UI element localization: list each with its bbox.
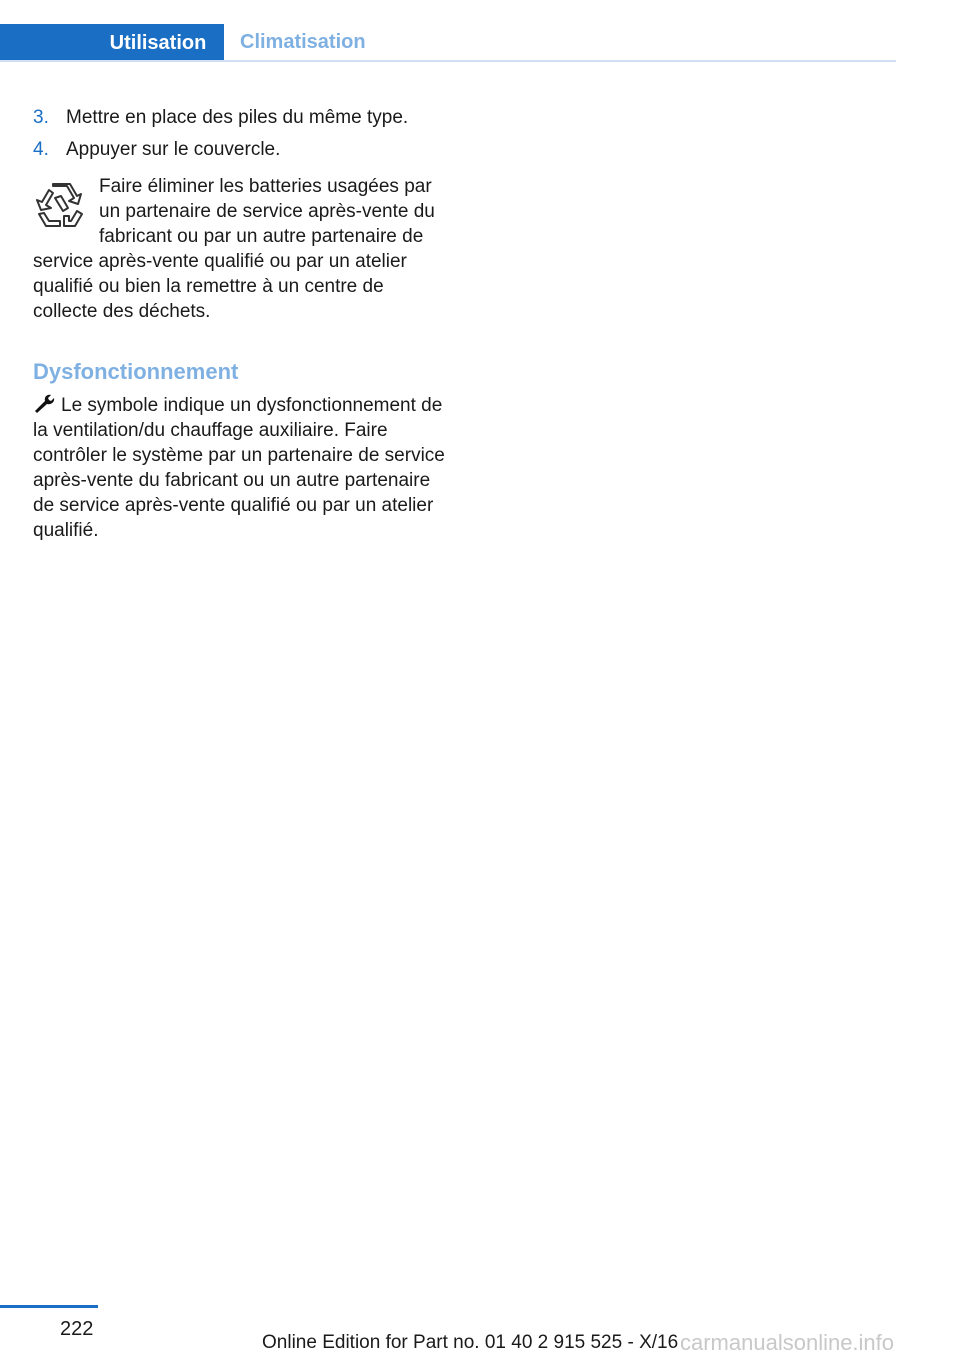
step-text: Mettre en place des piles du même type. (66, 107, 409, 128)
footer-rule (0, 1305, 98, 1308)
section-heading: Dysfonctionnement (33, 359, 239, 384)
watermark: carmanualsonline.info (680, 1330, 895, 1355)
section-body (33, 393, 448, 543)
recycle-note-text: Faire éliminer les batteries usagées par un partenaire de service après-vente du fabricant ou par un autre partenaire de service après-vente qualifié ou par un atelier qualifié ou bien la remettre à un centre de collecte des déchets. (33, 176, 435, 322)
page-header (0, 24, 896, 62)
wrench-icon (33, 393, 55, 413)
recycle-note (33, 174, 448, 324)
page-number: 222 (60, 1318, 94, 1340)
recycle-icon (33, 174, 99, 249)
header-tab-utilisation: Utilisation (0, 24, 224, 62)
step-number: 3. (33, 107, 49, 128)
header-rule (0, 60, 896, 62)
step-number: 4. (33, 139, 49, 160)
step-text: Appuyer sur le couvercle. (66, 139, 281, 160)
header-tab-climatisation: Climatisation (240, 30, 366, 53)
section-text: Le symbole indique un dysfonctionnement de la ventilation/du chauffage auxiliaire. Faire contrôler le système par un partenaire de service après-vente du fabricant ou un autre partenaire de service après-vente qualifié ou par un atelier qualifié. (33, 395, 445, 541)
edition-text: Online Edition for Part no. 01 40 2 915 525 - X/16 (262, 1332, 679, 1353)
